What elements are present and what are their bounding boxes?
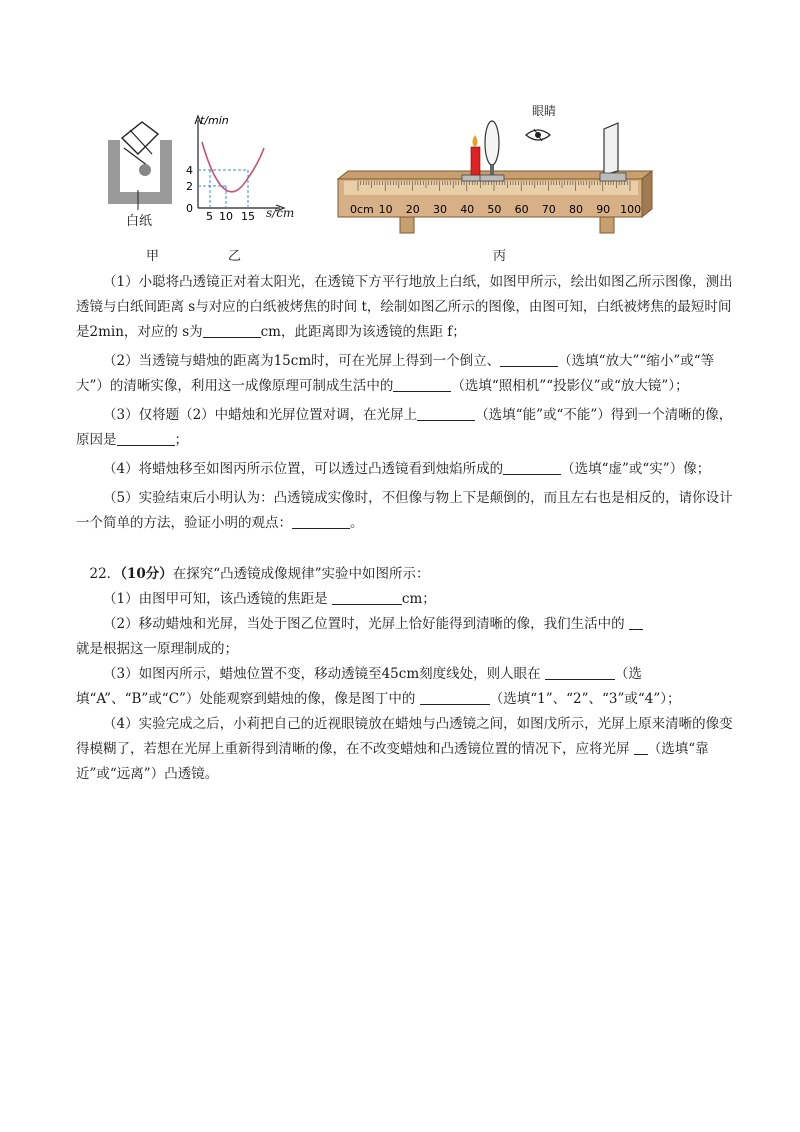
candle [471, 147, 480, 175]
curve-line [202, 142, 264, 192]
origin-label: 0 [186, 202, 193, 215]
q22-intro: 22．（10分）在探究“凸透镜成像规律”实验中如图所示： [89, 566, 430, 582]
scale-start: 0cm [350, 203, 374, 216]
figure-jia [100, 118, 180, 218]
eye-label: 眼睛 [532, 104, 557, 118]
answer-blank[interactable] [332, 589, 402, 605]
scale-label: 20 [405, 203, 420, 216]
q21-part2: （2）当透镜与蜡烛的距离为15cm时，可在光屏上得到一个倒立、 （选填“放大”“缩小”或“等大”）的清晰实像，利用这一成像原理可制成生活中的 （选填“照相机”“投影仪”或“放大镜”）； [76, 353, 715, 394]
light-screen [604, 123, 618, 175]
x-tick-5: 5 [206, 210, 213, 222]
y-tick-4: 4 [186, 164, 193, 177]
figure-bing-label: 丙 [493, 249, 507, 264]
q21-part4: （4）将蜡烛移至如图丙所示位置，可以透过凸透镜看到烛焰所成的 （选填“虚”或“实”）像； [103, 461, 711, 477]
q22-part4: （4）实验完成之后，小莉把自己的近视眼镜放在蜡烛与凸透镜之间，如图戊所示，光屏上原来清晰的像变得模糊了，若想在光屏上重新得到清晰的像，在不改变蜡烛和凸透镜位置的情况下，应将光屏 （选填“靠近”或“远离”）凸透镜。 [76, 716, 733, 782]
scale-label: 10 [378, 203, 393, 216]
scale-label: 90 [596, 203, 611, 216]
q22-part1: （1）由图甲可知，该凸透镜的焦距是 cm； [103, 591, 436, 607]
answer-blank[interactable] [393, 376, 451, 392]
x-axis-label: s/cm [266, 206, 295, 220]
flame [473, 135, 478, 147]
convex-lens [485, 121, 499, 165]
answer-blank[interactable] [203, 322, 261, 338]
scale-label: 70 [541, 203, 556, 216]
answer-blank[interactable] [634, 739, 648, 755]
x-tick-10: 10 [219, 210, 233, 222]
paper-label: 白纸 [126, 214, 153, 229]
scale-label: 100 [620, 203, 642, 216]
figure-jia-label: 甲 [146, 249, 160, 264]
scale-label: 80 [569, 203, 583, 216]
answer-blank[interactable] [545, 664, 615, 680]
q21-part1: （1）小聪将凸透镜正对着太阳光，在透镜下方平行地放上白纸，如图甲所示，绘出如图乙所示图像，测出透镜与白纸间距离 s与对应的白纸被烤焦的时间 t，绘制如图乙所示的图像，由图可知，白纸被烤焦的最短时间是2min，对应的 s为 cm，此距离即为该透镜的焦距 f； [76, 274, 733, 340]
answer-blank[interactable] [503, 459, 561, 475]
scale-label: 30 [433, 203, 447, 216]
q21-part3: （3）仅将题（2）中蜡烛和光屏位置对调，在光屏上 （选填“能”或“不能”）得到一个清晰的像，原因是 ； [76, 407, 733, 448]
x-tick-15: 15 [241, 210, 255, 222]
figure-yi-label: 乙 [228, 249, 242, 264]
answer-blank[interactable] [117, 430, 175, 446]
figure-bing-bench [330, 95, 660, 240]
scale-label: 50 [487, 203, 502, 216]
q22-part3: （3）如图丙所示，蜡烛位置不变，移动透镜至45cm刻度线处，则人眼在 （选填“A”、“B”或“C”）处能观察到蜡烛的像，像是图丁中的 （选填“1”、“2”、“3”或“4”）； [76, 666, 681, 707]
question-21 [76, 270, 736, 536]
y-tick-2: 2 [186, 180, 193, 193]
answer-blank[interactable] [420, 689, 490, 705]
answer-blank[interactable] [417, 405, 475, 421]
answer-blank[interactable] [292, 513, 350, 529]
q21-part5: （5）实验结束后小明认为：凸透镜成实像时，不但像与物上下是颠倒的，而且左右也是相反的，请你设计一个简单的方法，验证小明的观点： 。 [76, 490, 733, 531]
scale-label: 60 [514, 203, 529, 216]
answer-blank[interactable] [500, 351, 558, 367]
question-22 [76, 562, 736, 787]
answer-blank[interactable] [629, 614, 643, 630]
q22-part2: （2）移动蜡烛和光屏，当处于图乙位置时，光屏上恰好能得到清晰的像，我们生活中的 就是根据这一原理制成的； [76, 612, 736, 662]
y-axis-label: t/min [200, 114, 229, 127]
scale-label: 40 [460, 203, 475, 216]
